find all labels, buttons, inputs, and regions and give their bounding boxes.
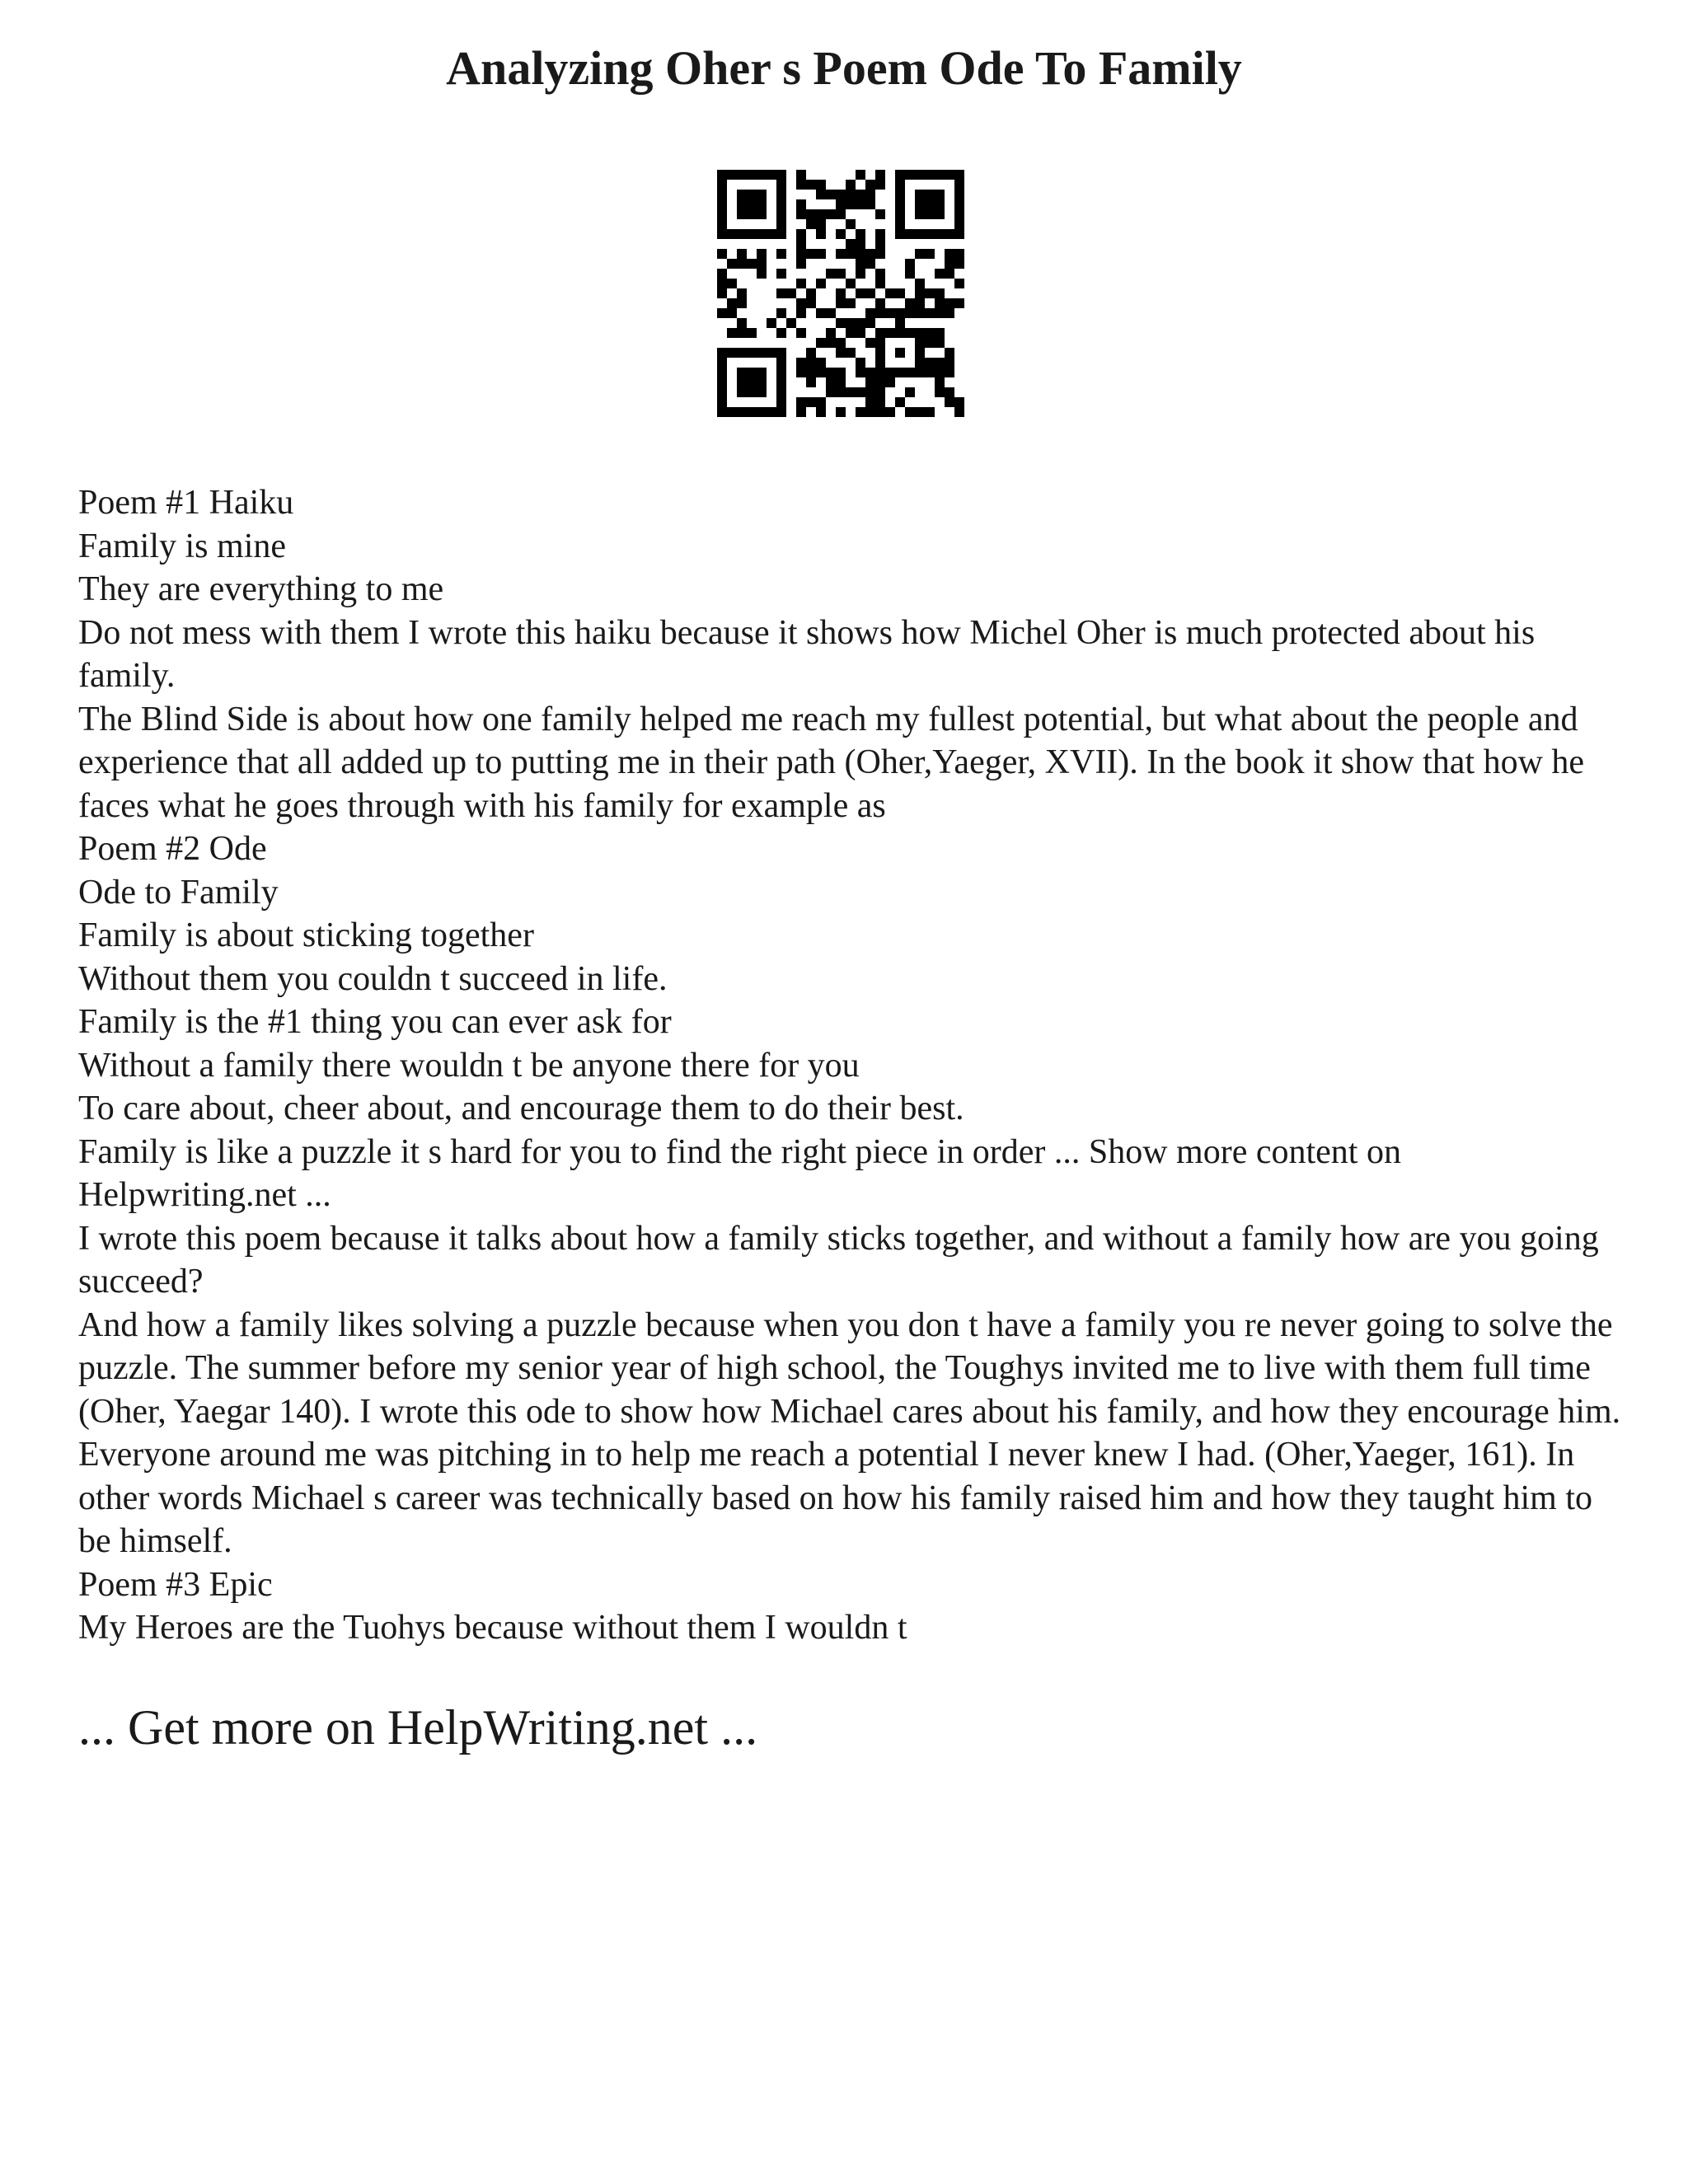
paragraph: I wrote this poem because it talks about how a family sticks together, and without a family how are you going succeed? [78,1219,1599,1301]
paragraph: The Blind Side is about how one family helped me reach my fullest potential, but what about the people and experience that all added up to putting me in their path (Oher,Yaeger, XVII). In the book it show that how he faces what he goes through with his family for example as [78,700,1585,825]
paragraph: And how a family likes solving a puzzle because when you don t have a family you re never going to solve the puzzle. The summer before my senior year of high school, the Toughys invited me to live with them full time (Oher, Yaegar 140). I wrote this ode to show how Michael cares about his family, and how they encourage him. Everyone around me was pitching in to help me reach a potential I never knew I had. (Oher,Yaeger, 161). In other words Michael s career was technically based on how his family raised him and how they taught him to be himself. [78,1305,1621,1560]
paragraph: Family is like a puzzle it s hard for you to find the right piece in order ... Show more content on Helpwriting.net ... [78,1132,1401,1214]
document-title: Analyzing Oher s Poem Ode To Family [446,41,1242,95]
qr-code-graphic [717,170,964,417]
poem-line: Family is about sticking together [78,916,534,954]
get-more-link[interactable]: ... Get more on HelpWriting.net ... [78,1700,758,1755]
poem-line: Family is mine [78,527,286,565]
paragraph: My Heroes are the Tuohys because without them I wouldn t [78,1609,907,1647]
poem-line: To care about, cheer about, and encourage them to do their best. [78,1090,964,1127]
poem-line: Without them you couldn t succeed in life. [78,959,668,998]
qr-code-icon[interactable] [717,170,964,417]
paragraph: Do not mess with them I wrote this haiku because it shows how Michel Oher is much protected about his family. [78,613,1536,695]
document-body [78,481,1628,1650]
heading-poem-3: Poem #3 Epic [78,1565,273,1604]
heading-poem-2: Poem #2 Ode [78,830,267,868]
poem-line: Without a family there wouldn t be anyone there for you [78,1046,860,1085]
heading-poem-1: Poem #1 Haiku [78,484,294,522]
poem-line: Ode to Family [78,873,279,912]
poem-line: They are everything to me [78,570,444,608]
poem-line: Family is the #1 thing you can ever ask for [78,1003,672,1041]
